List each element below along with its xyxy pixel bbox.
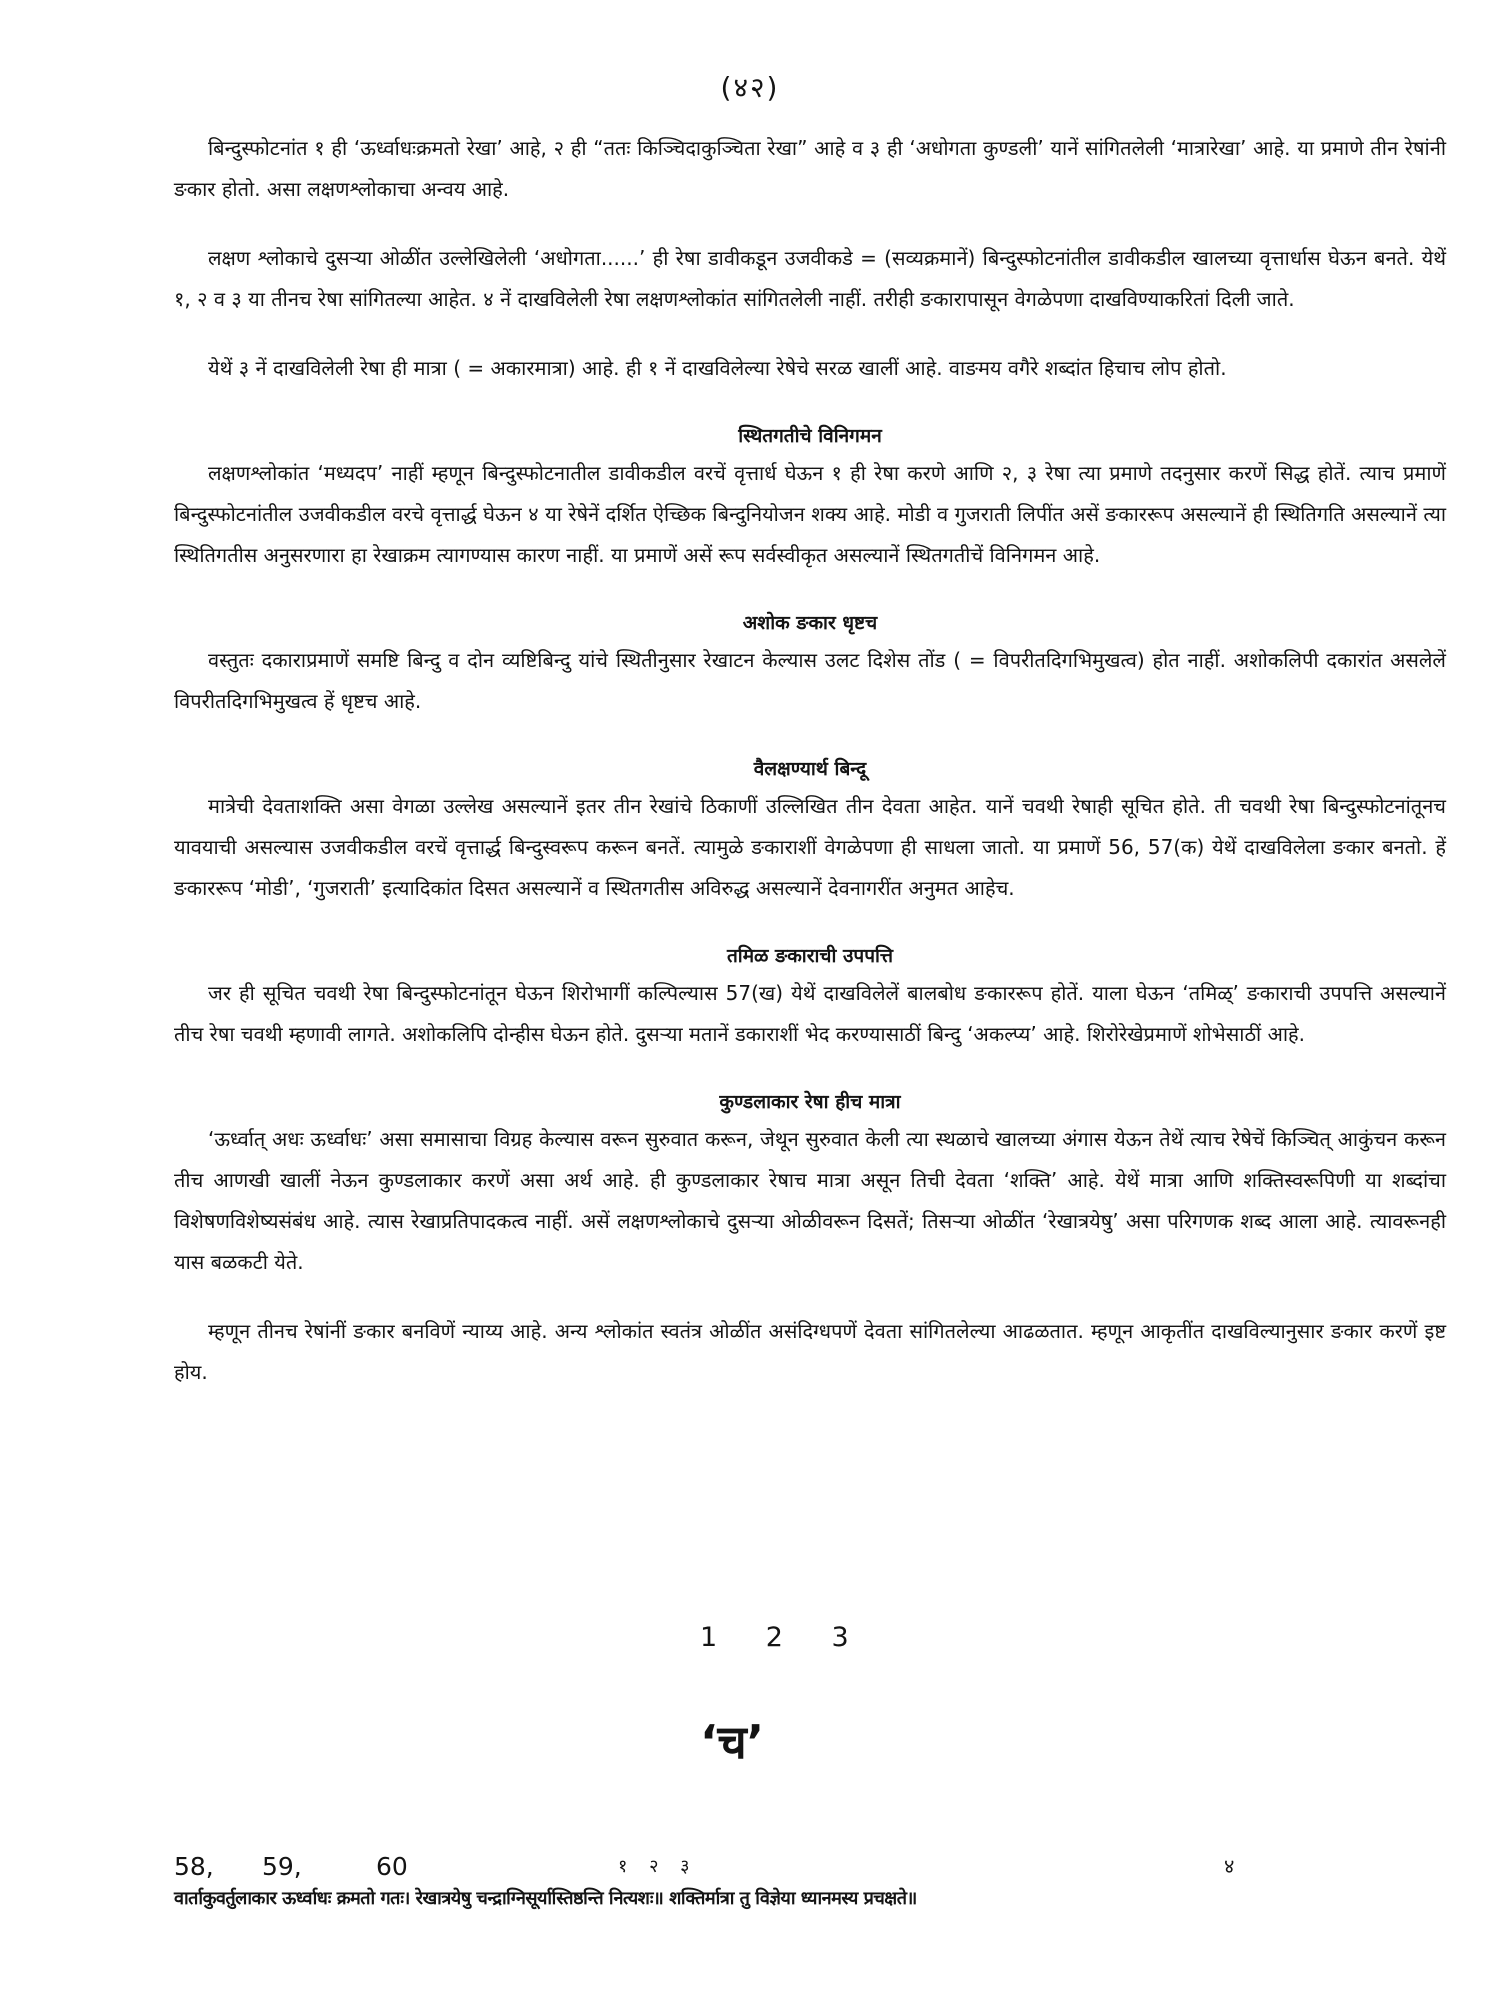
section-heading: स्थितगतीचे विनिगमन (738, 425, 882, 447)
figure-stroke-numbers: 1 2 3 (700, 1622, 869, 1653)
figure-ref-58: 58, (174, 1852, 214, 1881)
section-text: ‘ऊर्ध्वात् अधः ऊर्ध्वाधः’ असा समासाचा विग्रह केल्यास वरून सुरुवात करून, जेथून सुरुवात केली त्या स्थळाचे खालच्या अंगास येऊन तेथें त्याच रेषेचें किञ्चित् आकुंचन करून तीच आणखी खालीं नेऊन कुण्डलाकार करणें असा अर्थ आहे. ही कुण्डलाकार रेषाच मात्रा असून तिची देवता ‘शक्ति’ आहे. येथें मात्रा आणि शक्तिस्वरूपिणी या शब्दांचा विशेषणविशेष्यसंबंध आहे. त्यास रेखाप्रतिपादकत्व नाहीं. असें लक्षणश्लोकाचे दुसऱ्या ओळीवरून दिसतें; तिसऱ्या ओळींत ‘रेखात्रयेषु’ असा परिगणक शब्द आला आहे. त्यावरूनही यास बळकटी येते. (174, 1127, 1446, 1274)
sanskrit-verse: वार्ताकुवर्तुलाकार ऊर्ध्वाधः क्रमतो गतः। रेखात्रयेषु चन्द्राग्निसूर्यास्तिष्ठन्ति नित्यशः॥ शक्तिर्मात्रा तु विज्ञेया ध्यानमस्य प्रचक्षते॥ (174, 1888, 917, 1909)
section-text: मात्रेची देवताशक्ति असा वेगळा उल्लेख असल्यानें इतर तीन रेखांचे ठिकाणीं उल्लिखित तीन देवता आहेत. यानें चवथी रेषाही सूचित होते. ती चवथी रेषा बिन्दुस्फोटनांतूनच यावयाची असल्यास उजवीकडील वरचें वृत्तार्द्ध बिन्दुस्वरूप करून बनतें. त्यामुळे ङकाराशीं वेगळेपणा ही साधला जातो. या प्रमाणें 56, 57(क) येथें दाखविलेला ङकार बनतो. हें ङकाररूप ‘मोडी’, ‘गुजराती’ इत्यादिकांत दिसत असल्यानें व स्थितगतीस अविरुद्ध असल्यानें देवनागरींत अनुमत आहेच. (174, 794, 1446, 900)
section-text: वस्तुतः दकाराप्रमाणें समष्टि बिन्दु व दोन व्यष्टिबिन्दु यांचे स्थितीनुसार रेखाटन केल्यास उलट दिशेस तोंड ( = विपरीतदिगभिमुखत्व) होत नाहीं. अशोकलिपी दकारांत असलेलें विपरीतदिगभिमुखत्व हें धृष्टच आहे. (174, 648, 1446, 713)
paragraph-3: येथें ३ नें दाखविलेली रेषा ही मात्रा ( = अकारमात्रा) आहे. ही १ नें दाखविलेल्या रेषेचे सरळ खालीं आहे. वाङमय वगैरे शब्दांत हिचाच लोप होतो. (208, 356, 1227, 380)
section-heading: अशोक ङकार धृष्टच (742, 612, 878, 634)
figure-ref-59: 59, (262, 1852, 302, 1881)
body-text (174, 128, 1446, 1393)
verse-line-marks: १ २ ३ (618, 1856, 698, 1877)
figure-glyph: ‘च’ (700, 1715, 765, 1769)
paragraph-1: बिन्दुस्फोटनांत १ ही ‘ऊर्ध्वाधःक्रमतो रेखा’ आहे, २ ही “ततः किञ्चिदाकुञ्चिता रेखा” आहे व ३ ही ‘अधोगता कुण्डली’ यानें सांगितलेली ‘मात्रारेखा’ आहे. या प्रमाणे तीन रेषांनी ङकार होतो. असा लक्षणश्लोकाचा अन्वय आहे. (174, 136, 1446, 201)
section-heading: तमिळ ङकाराची उपपत्ति (726, 945, 894, 967)
section-text: जर ही सूचित चवथी रेषा बिन्दुस्फोटनांतून घेऊन शिरोभागीं कल्पिल्यास 57(ख) येथें दाखविलेलें बालबोध ङकाररूप होतें. याला घेऊन ‘तमिळ्’ ङकाराची उपपत्ति असल्यानें तीच रेषा चवथी म्हणावी लागते. अशोकलिपि दोन्हीस घेऊन होते. दुसऱ्या मतानें डकाराशीं भेद करण्यासाठीं बिन्दु ‘अकल्प्य’ आहे. शिरोरेखेप्रमाणें शोभेसाठीं आहे. (174, 981, 1446, 1046)
conclusion-paragraph: म्हणून तीनच रेषांनीं ङकार बनविणें न्याय्य आहे. अन्य श्लोकांत स्वतंत्र ओळींत असंदिग्धपणें देवता सांगितलेल्या आढळतात. म्हणून आकृतींत दाखविल्यानुसार ङकार करणें इष्ट होय. (174, 1319, 1446, 1384)
verse-line-mark-4: ४ (1224, 1854, 1235, 1878)
page-number: (४२) (720, 71, 780, 104)
section-heading: कुण्डलाकार रेषा हीच मात्रा (719, 1091, 901, 1113)
section-heading: वैलक्षण्यार्थ बिन्दू (753, 758, 867, 780)
figure-ref-60: 60 (376, 1852, 408, 1881)
paragraph-2: लक्षण श्लोकाचे दुसऱ्या ओळींत उल्लेखिलेली ‘अधोगता......’ ही रेषा डावीकडून उजवीकडे = (सव्यक्रमानें) बिन्दुस्फोटनांतील डावीकडील खालच्या वृत्तार्धास घेऊन बनते. येथें १, २ व ३ या तीनच रेषा सांगितल्या आहेत. ४ नें दाखविलेली रेषा लक्षणश्लोकांत सांगितलेली नाहीं. तरीही ङकारापासून वेगळेपणा दाखविण्याकरितां दिली जाते. (174, 246, 1446, 311)
section-text: लक्षणश्लोकांत ‘मध्यदप’ नाहीं म्हणून बिन्दुस्फोटनातील डावीकडील वरचें वृत्तार्ध घेऊन १ ही रेषा करणे आणि २, ३ रेषा त्या प्रमाणे तदनुसार करणें सिद्ध होतें. त्याच प्रमाणें बिन्दुस्फोटनांतील उजवीकडील वरचे वृत्तार्द्ध घेऊन ४ या रेषेनें दर्शित ऐच्छिक बिन्दुनियोजन शक्य आहे. मोडी व गुजराती लिपींत असें ङकाररूप असल्यानें ही स्थितिगति असल्यानें त्या स्थितिगतीस अनुसरणारा हा रेखाक्रम त्यागण्यास कारण नाहीं. या प्रमाणें असें रूप सर्वस्वीकृत असल्यानें स्थितगतीचें विनिगमन आहे. (174, 461, 1446, 567)
